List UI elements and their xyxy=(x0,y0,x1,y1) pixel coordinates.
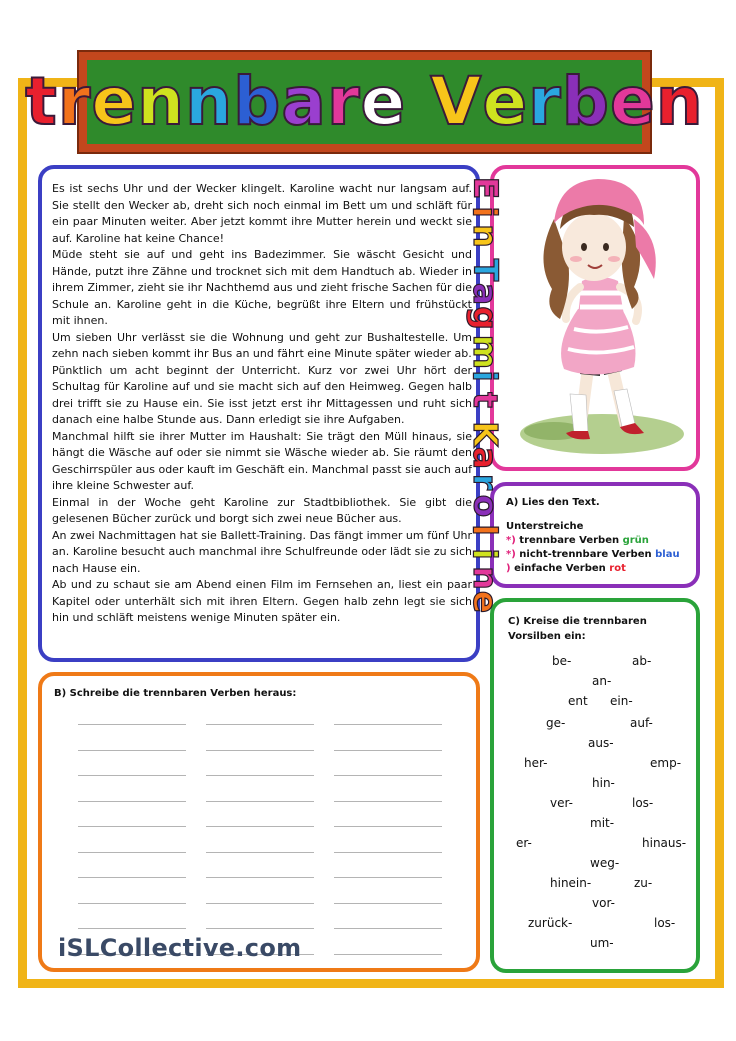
vertical-title-letter: i xyxy=(465,548,505,560)
vertical-title xyxy=(465,176,512,646)
story-paragraph: Müde steht sie auf und geht ins Badezimmer. Sie wäscht Gesicht und Hände, putzt ihre Zähne und trocknet sich mit dem Handtuch ab. Wieder in ihrem Zimmer, zieht sie ihr Nachthemd aus und zieht frische Sachen für die Schule an. Karoline geht in die Küche, begrüßt ihre Eltern und frühstückt mit ihnen. xyxy=(52,248,472,327)
title-letter: e xyxy=(482,63,529,140)
answer-line[interactable] xyxy=(334,724,442,725)
answer-line[interactable] xyxy=(206,724,314,725)
vertical-title-letter: o xyxy=(465,494,505,518)
answer-line[interactable] xyxy=(206,801,314,802)
task-c-heading: C) Kreise die trennbaren Vorsilben ein: xyxy=(508,616,647,642)
color-word: blau xyxy=(655,549,680,560)
girl-illustration xyxy=(494,169,696,467)
item-text: nicht-trennbare Verben xyxy=(519,549,652,560)
answer-line[interactable] xyxy=(78,903,186,904)
vertical-title-letter: e xyxy=(465,590,505,614)
syllable[interactable]: zu- xyxy=(634,876,653,890)
answer-line[interactable] xyxy=(334,750,442,751)
syllable[interactable]: an- xyxy=(592,674,612,688)
syllable[interactable]: hinein- xyxy=(550,876,592,890)
vertical-title-word xyxy=(465,258,505,330)
item-text: einfache Verben xyxy=(514,563,606,574)
answer-line[interactable] xyxy=(334,852,442,853)
vertical-title-letter: t xyxy=(465,392,505,408)
answer-line[interactable] xyxy=(206,750,314,751)
answer-line[interactable] xyxy=(206,928,314,929)
title-letter: r xyxy=(326,63,361,140)
title-letter: b xyxy=(561,63,610,140)
answer-line[interactable] xyxy=(78,801,186,802)
story-box xyxy=(38,165,480,662)
answer-line[interactable] xyxy=(334,826,442,827)
task-c-box xyxy=(490,598,700,973)
answer-line[interactable] xyxy=(334,775,442,776)
syllable[interactable]: aus- xyxy=(588,736,614,750)
vertical-title-word xyxy=(465,421,505,614)
task-b-heading: B) Schreibe die trennbaren Verben heraus: xyxy=(54,688,297,699)
answer-line[interactable] xyxy=(334,954,442,955)
story-paragraph: Pünktlich um acht beginnt der Unterricht. Kurz vor zwei Uhr hört der Schultag für Karoline auf und sie macht sich auf den Heimweg. Gegen halb drei trifft sie zu Hause ein. Sie isst jetzt erst ihr Mittagessen und ruht sich danach eine halbe Stunde aus. Dann erledigt sie ihre Aufgaben. xyxy=(52,363,472,426)
task-a-box xyxy=(490,482,700,588)
syllable[interactable]: zurück- xyxy=(528,916,573,930)
syllable[interactable]: be- xyxy=(552,654,572,668)
vertical-title-letter: r xyxy=(465,473,505,491)
answer-line[interactable] xyxy=(78,826,186,827)
title-banner xyxy=(25,50,704,154)
title-letter: n xyxy=(185,63,234,140)
answer-line[interactable] xyxy=(334,928,442,929)
vertical-title-letter: a xyxy=(465,446,505,470)
syllable[interactable]: weg- xyxy=(590,856,620,870)
task-a-item xyxy=(506,562,680,576)
answer-line[interactable] xyxy=(78,928,186,929)
syllable[interactable]: ge- xyxy=(546,716,566,730)
watermark: iSLCollective.com xyxy=(58,934,302,962)
vertical-title-word xyxy=(465,334,507,412)
story-paragraph: Einmal in der Woche geht Karoline zur Stadtbibliothek. Sie gibt die gelesenen Bücher zurück und borgt sich zwei neue Bücher aus. xyxy=(52,495,472,525)
syllable[interactable]: hinaus- xyxy=(642,836,687,850)
vertical-title-letter: m xyxy=(465,334,505,370)
worksheet-title xyxy=(25,63,704,140)
story-paragraph: Um sieben Uhr verlässt sie die Wohnung und geht zur Bushaltestelle. Um zehn nach sieben kommt ihr Bus an und fährt eine Minute später wieder ab. xyxy=(52,330,472,360)
answer-line[interactable] xyxy=(78,724,186,725)
syllable[interactable]: hin- xyxy=(592,776,615,790)
task-a-item xyxy=(506,534,680,548)
answer-line[interactable] xyxy=(206,903,314,904)
title-letter: r xyxy=(528,63,562,140)
color-word: grün xyxy=(622,535,649,546)
vertical-title-letter: E xyxy=(465,176,505,200)
story-paragraph: An zwei Nachmittagen hat sie Ballett-Training. Das fängt immer um fünf Uhr an. Karoline besucht auch manchmal ihre Schulfreunde oder lädt sie zu sich nach Hause ein. xyxy=(52,528,472,575)
title-letter xyxy=(406,69,430,135)
marker: ) xyxy=(506,563,511,574)
story-paragraph: Ab und zu schaut sie am Abend einen Film im Fernsehen an, liest ein paar Kapitel oder unterhält sich mit ihren Eltern. Gegen halb zehn legt sie sich hin und schläft meistens wenige Minuten später ein. xyxy=(52,578,472,624)
task-a xyxy=(506,496,680,576)
syllable[interactable]: ein- xyxy=(610,694,633,708)
syllable[interactable]: um- xyxy=(590,936,614,950)
title-banner-inner xyxy=(25,60,704,144)
task-a-heading: A) Lies den Text. xyxy=(506,497,600,508)
vertical-title-letter: i xyxy=(466,206,505,218)
answer-line[interactable] xyxy=(206,877,314,878)
item-text: trennbare Verben xyxy=(519,535,620,546)
task-b-box xyxy=(38,672,480,972)
answer-line[interactable] xyxy=(78,852,186,853)
title-letter: r xyxy=(57,63,92,140)
vertical-title-word xyxy=(465,176,505,248)
syllable[interactable]: her- xyxy=(524,756,548,770)
syllable[interactable]: auf- xyxy=(630,716,653,730)
syllable[interactable]: los- xyxy=(632,796,654,810)
syllable[interactable]: ab- xyxy=(632,654,652,668)
story-text xyxy=(52,181,472,627)
syllable[interactable]: ver- xyxy=(550,796,573,810)
vertical-title-letter: i xyxy=(465,370,505,382)
title-letter: b xyxy=(233,63,282,140)
syllable[interactable]: er- xyxy=(516,836,532,850)
answer-line[interactable] xyxy=(78,877,186,878)
answer-line[interactable] xyxy=(334,903,442,904)
task-a-item xyxy=(506,548,680,562)
picture-box xyxy=(490,165,700,471)
task-a-instruction: Unterstreiche xyxy=(506,521,584,532)
vertical-title-letter: n xyxy=(466,224,505,248)
answer-line[interactable] xyxy=(334,877,442,878)
title-letter: a xyxy=(281,63,327,140)
answer-line[interactable] xyxy=(78,750,186,751)
story-paragraph: Es ist sechs Uhr und der Wecker klingelt. Karoline wacht nur langsam auf. Sie stellt den Wecker ab, dreht sich noch einmal im Bett um und schläft für ein paar Minuten weiter. Aber jetzt kommt ihre Mutter herein und weckt sie auf. Karoline hat keine Chance! xyxy=(52,182,472,245)
answer-line[interactable] xyxy=(78,775,186,776)
title-letter: e xyxy=(91,63,138,140)
title-letter: V xyxy=(430,63,483,140)
title-letter: n xyxy=(655,63,704,140)
story-paragraph: Manchmal hilft sie ihrer Mutter im Haushalt: Sie trägt den Müll hinaus, sie hängt die Wäsche auf oder sie nimmt sie Wäsche wieder ab. Sie räumt den Geschirrspüler aus oder kauft im Geschäft ein. Manchmal passt sie auch auf ihre kleine Schwester auf. xyxy=(52,429,472,492)
title-letter: n xyxy=(137,63,186,140)
vertical-title-letter: g xyxy=(466,306,505,330)
syllable[interactable]: los- xyxy=(654,916,676,930)
syllable[interactable]: ent xyxy=(568,694,588,708)
title-letter: e xyxy=(360,63,407,140)
marker: *) xyxy=(506,535,516,546)
title-letter: t xyxy=(25,63,58,140)
answer-line[interactable] xyxy=(206,775,314,776)
color-word: rot xyxy=(609,563,626,574)
syllable[interactable]: emp- xyxy=(650,756,682,770)
vertical-title-letter: a xyxy=(466,282,505,306)
syllable[interactable]: vor- xyxy=(592,896,615,910)
answer-line[interactable] xyxy=(206,852,314,853)
answer-line[interactable] xyxy=(206,826,314,827)
title-letter: e xyxy=(609,63,656,140)
answer-line[interactable] xyxy=(334,801,442,802)
syllable[interactable]: mit- xyxy=(590,816,615,830)
vertical-title-letter: T xyxy=(465,258,505,282)
vertical-title-letter: K xyxy=(465,421,505,447)
vertical-title-letter: l xyxy=(465,524,505,536)
vertical-title-letter: n xyxy=(465,566,505,590)
marker: *) xyxy=(506,549,516,560)
